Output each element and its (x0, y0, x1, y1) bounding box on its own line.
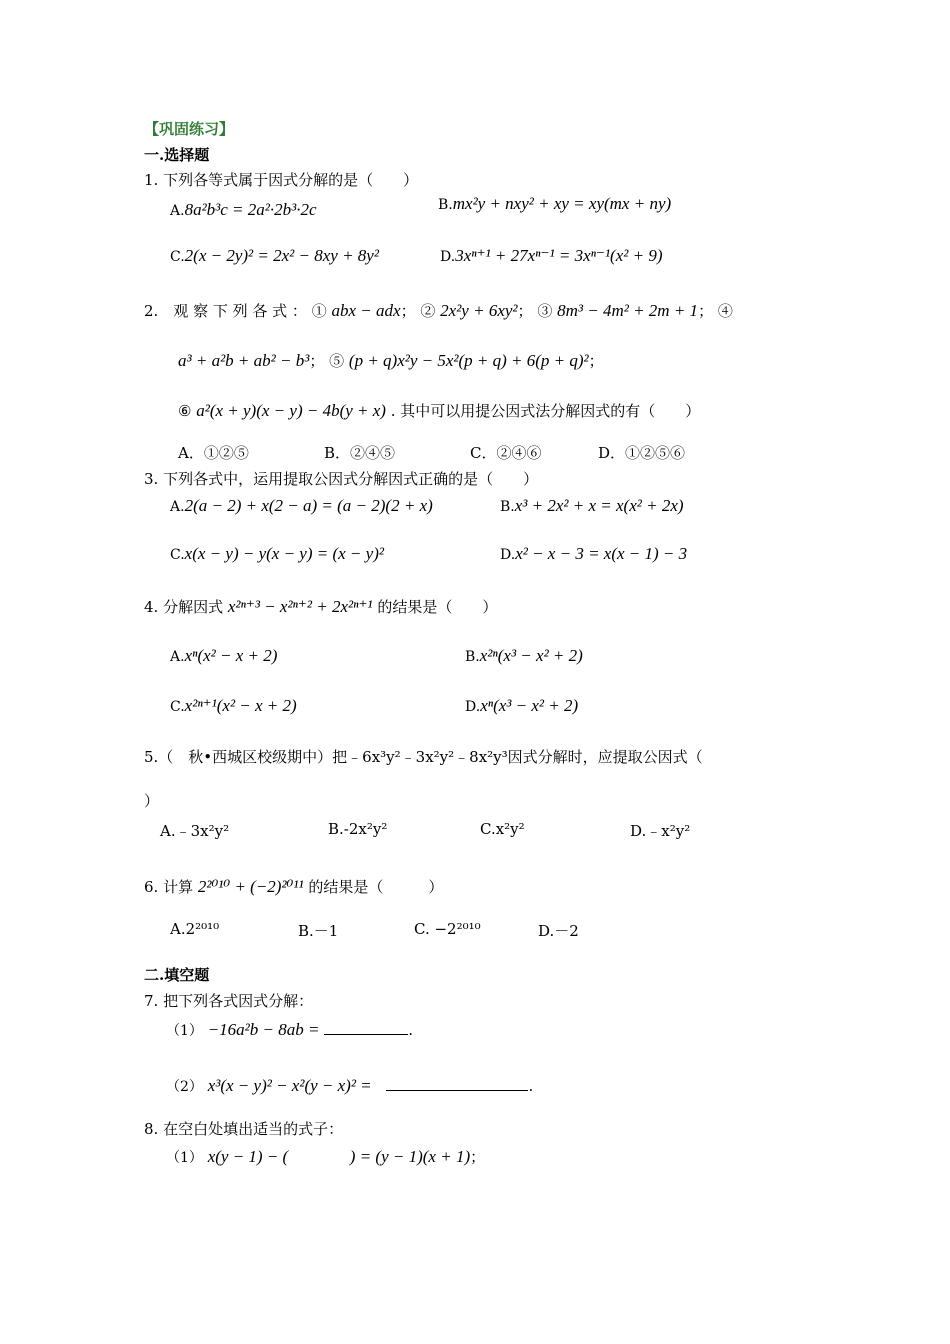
q4-d-expr: xⁿ(x³ − x² + 2) (480, 696, 579, 715)
q2-tail: . 其中可以用提公因式法分解因式的有（ ） (390, 402, 701, 420)
q6-option-c: C. −2²⁰¹⁰ (414, 920, 481, 938)
q5-option-c: C.x²y² (480, 820, 525, 838)
q4-option-b (465, 646, 583, 666)
q2-line1 (144, 300, 733, 321)
q6-stem (144, 876, 443, 897)
q2-circle-1: ① (311, 302, 327, 320)
q1-d-expr: 3xⁿ⁺¹ + 27xⁿ⁻¹ = 3xⁿ⁻¹(x² + 9) (455, 246, 663, 265)
q2-line3 (178, 400, 700, 421)
q7-p1-end: . (408, 1021, 414, 1039)
q2-expr-3: 8m³ − 4m² + 2m + 1 (557, 301, 699, 320)
q6-stem-post: 的结果是（ ） (308, 878, 444, 896)
q4-a-label: A. (170, 649, 185, 665)
q1-stem: 1. 下列各等式属于因式分解的是（ ） (144, 171, 419, 189)
q4-stem (144, 596, 497, 617)
q6-option-a: A.2²⁰¹⁰ (170, 920, 220, 938)
q1-c-label: C. (170, 249, 185, 265)
q5-option-a: A.﹣3x²y² (160, 822, 230, 840)
q2-expr-4: a³ + a²b + ab² − b³ (178, 351, 310, 370)
q2-expr-5: (p + q)x²y − 5x²(p + q) + 6(p + q)² (348, 351, 589, 370)
q7-p1-blank[interactable] (324, 1020, 408, 1035)
q3-option-b (500, 496, 684, 516)
q4-c-label: C. (170, 699, 185, 715)
q1-option-b (438, 194, 671, 214)
q2-sep-2: ； (517, 302, 533, 320)
q3-option-a (170, 496, 433, 516)
q3-c-label: C. (170, 547, 185, 563)
q1-a-label: A. (170, 203, 185, 219)
q4-a-expr: xⁿ(x² − x + 2) (184, 646, 278, 665)
q1-option-c (170, 246, 379, 266)
q4-option-a (170, 646, 277, 666)
q2-sep-5: ； (588, 352, 604, 370)
q8-p1-end: ； (470, 1148, 486, 1166)
q2-sep-4: ； (309, 352, 325, 370)
q2-option-c: C．②④⑥ (470, 444, 542, 462)
q4-option-c (170, 696, 297, 716)
q7-part-2 (166, 1076, 533, 1096)
q2-option-b: B．②④⑤ (324, 444, 396, 462)
q4-c-expr: x²ⁿ⁺¹(x² − x + 2) (184, 696, 297, 715)
q3-c-expr: x(x − y) − y(x − y) = (x − y)² (184, 544, 384, 563)
q3-option-d (500, 544, 687, 564)
q5-option-d: D.﹣x²y² (630, 822, 691, 840)
q2-line2 (178, 350, 604, 371)
q2-circle-5: ⑤ (329, 352, 345, 370)
q2-expr-2: 2x²y + 6xy² (440, 301, 518, 320)
q2-circle-3: ③ (537, 302, 553, 320)
q2-expr-1: abx − adx (331, 301, 401, 320)
q6-expr: 2²⁰¹⁰ + (−2)²⁰¹¹ (197, 877, 304, 896)
q2-circle-4: ④ (717, 302, 733, 320)
q4-stem-pre: 4. 分解因式 (144, 598, 224, 616)
q5-option-b: B.-2x²y² (328, 820, 388, 838)
q3-b-expr: x³ + 2x² + x = x(x² + 2x) (514, 496, 684, 515)
q2-sep-3: ； (698, 302, 714, 320)
q7-p2-blank[interactable] (386, 1076, 528, 1091)
q7-p1-label: （1） (166, 1023, 203, 1039)
q6-option-b: B.－1 (298, 922, 339, 940)
q1-option-a (170, 200, 317, 220)
q1-a-expr: 8a²b³c = 2a²·2b³·2c (184, 200, 317, 219)
q4-b-label: B. (465, 649, 480, 665)
q8-stem: 8. 在空白处填出适当的式子： (144, 1120, 344, 1138)
q4-b-expr: x²ⁿ(x³ − x² + 2) (479, 646, 583, 665)
q1-b-expr: mx²y + nxy² + xy = xy(mx + ny) (452, 194, 672, 213)
q2-circle-6: ⑥ (178, 402, 192, 420)
section-title: 【巩固练习】 (144, 120, 235, 138)
q3-a-expr: 2(a − 2) + x(2 − a) = (a − 2)(2 + x) (184, 496, 433, 515)
q5-stem: 5.（ 秋•西城区校级期中）把﹣6x³y²﹣3x²y²﹣8x²y³因式分解时，应提取公因式（ (144, 748, 703, 766)
q2-sep-1: ； (400, 302, 416, 320)
q6-stem-pre: 6. 计算 (144, 878, 194, 896)
q2-stem: 2. 观 察 下 列 各 式 ： (144, 302, 307, 320)
q7-stem: 7. 把下列各式因式分解： (144, 992, 314, 1010)
q7-p2-expr: x³(x − y)² − x²(y − x)² = (207, 1076, 372, 1095)
q7-part-1 (166, 1020, 413, 1040)
q6-option-d: D.－2 (538, 922, 579, 940)
q7-p2-end: . (528, 1077, 534, 1095)
q2-circle-2: ② (420, 302, 436, 320)
q4-d-label: D. (465, 699, 481, 715)
q1-b-label: B. (438, 197, 453, 213)
q3-d-expr: x² − x − 3 = x(x − 1) − 3 (515, 544, 688, 563)
q8-p1-left: x(y − 1) − ( (207, 1147, 289, 1166)
q5-stem-end: ） (144, 792, 160, 810)
q3-b-label: B. (500, 499, 515, 515)
q3-option-c (170, 544, 384, 564)
part1-title: 一.选择题 (144, 146, 210, 164)
part2-title: 二.填空题 (144, 966, 210, 984)
q8-p1-blank[interactable] (293, 1148, 345, 1162)
q4-stem-post: 的结果是（ ） (377, 598, 498, 616)
q4-option-d (465, 696, 578, 716)
q1-option-d (440, 246, 662, 266)
q2-option-a: A．①②⑤ (178, 444, 249, 462)
q8-p1-right: ) = (y − 1)(x + 1) (349, 1147, 471, 1166)
q2-expr-6: a²(x + y)(x − y) − 4b(y + x) (196, 401, 386, 420)
q8-p1-label: （1） (166, 1150, 203, 1166)
q8-part-1 (166, 1146, 485, 1167)
q3-a-label: A. (170, 499, 185, 515)
q3-stem: 3. 下列各式中，运用提取公因式分解因式正确的是（ ） (144, 470, 539, 488)
q7-p2-label: （2） (166, 1079, 203, 1095)
q1-d-label: D. (440, 249, 456, 265)
q7-p1-expr: −16a²b − 8ab = (207, 1020, 320, 1039)
q4-expr: x²ⁿ⁺³ − x²ⁿ⁺² + 2x²ⁿ⁺¹ (227, 597, 373, 616)
q1-c-expr: 2(x − 2y)² = 2x² − 8xy + 8y² (184, 246, 379, 265)
q2-option-d: D．①②⑤⑥ (598, 444, 686, 462)
q3-d-label: D. (500, 547, 516, 563)
